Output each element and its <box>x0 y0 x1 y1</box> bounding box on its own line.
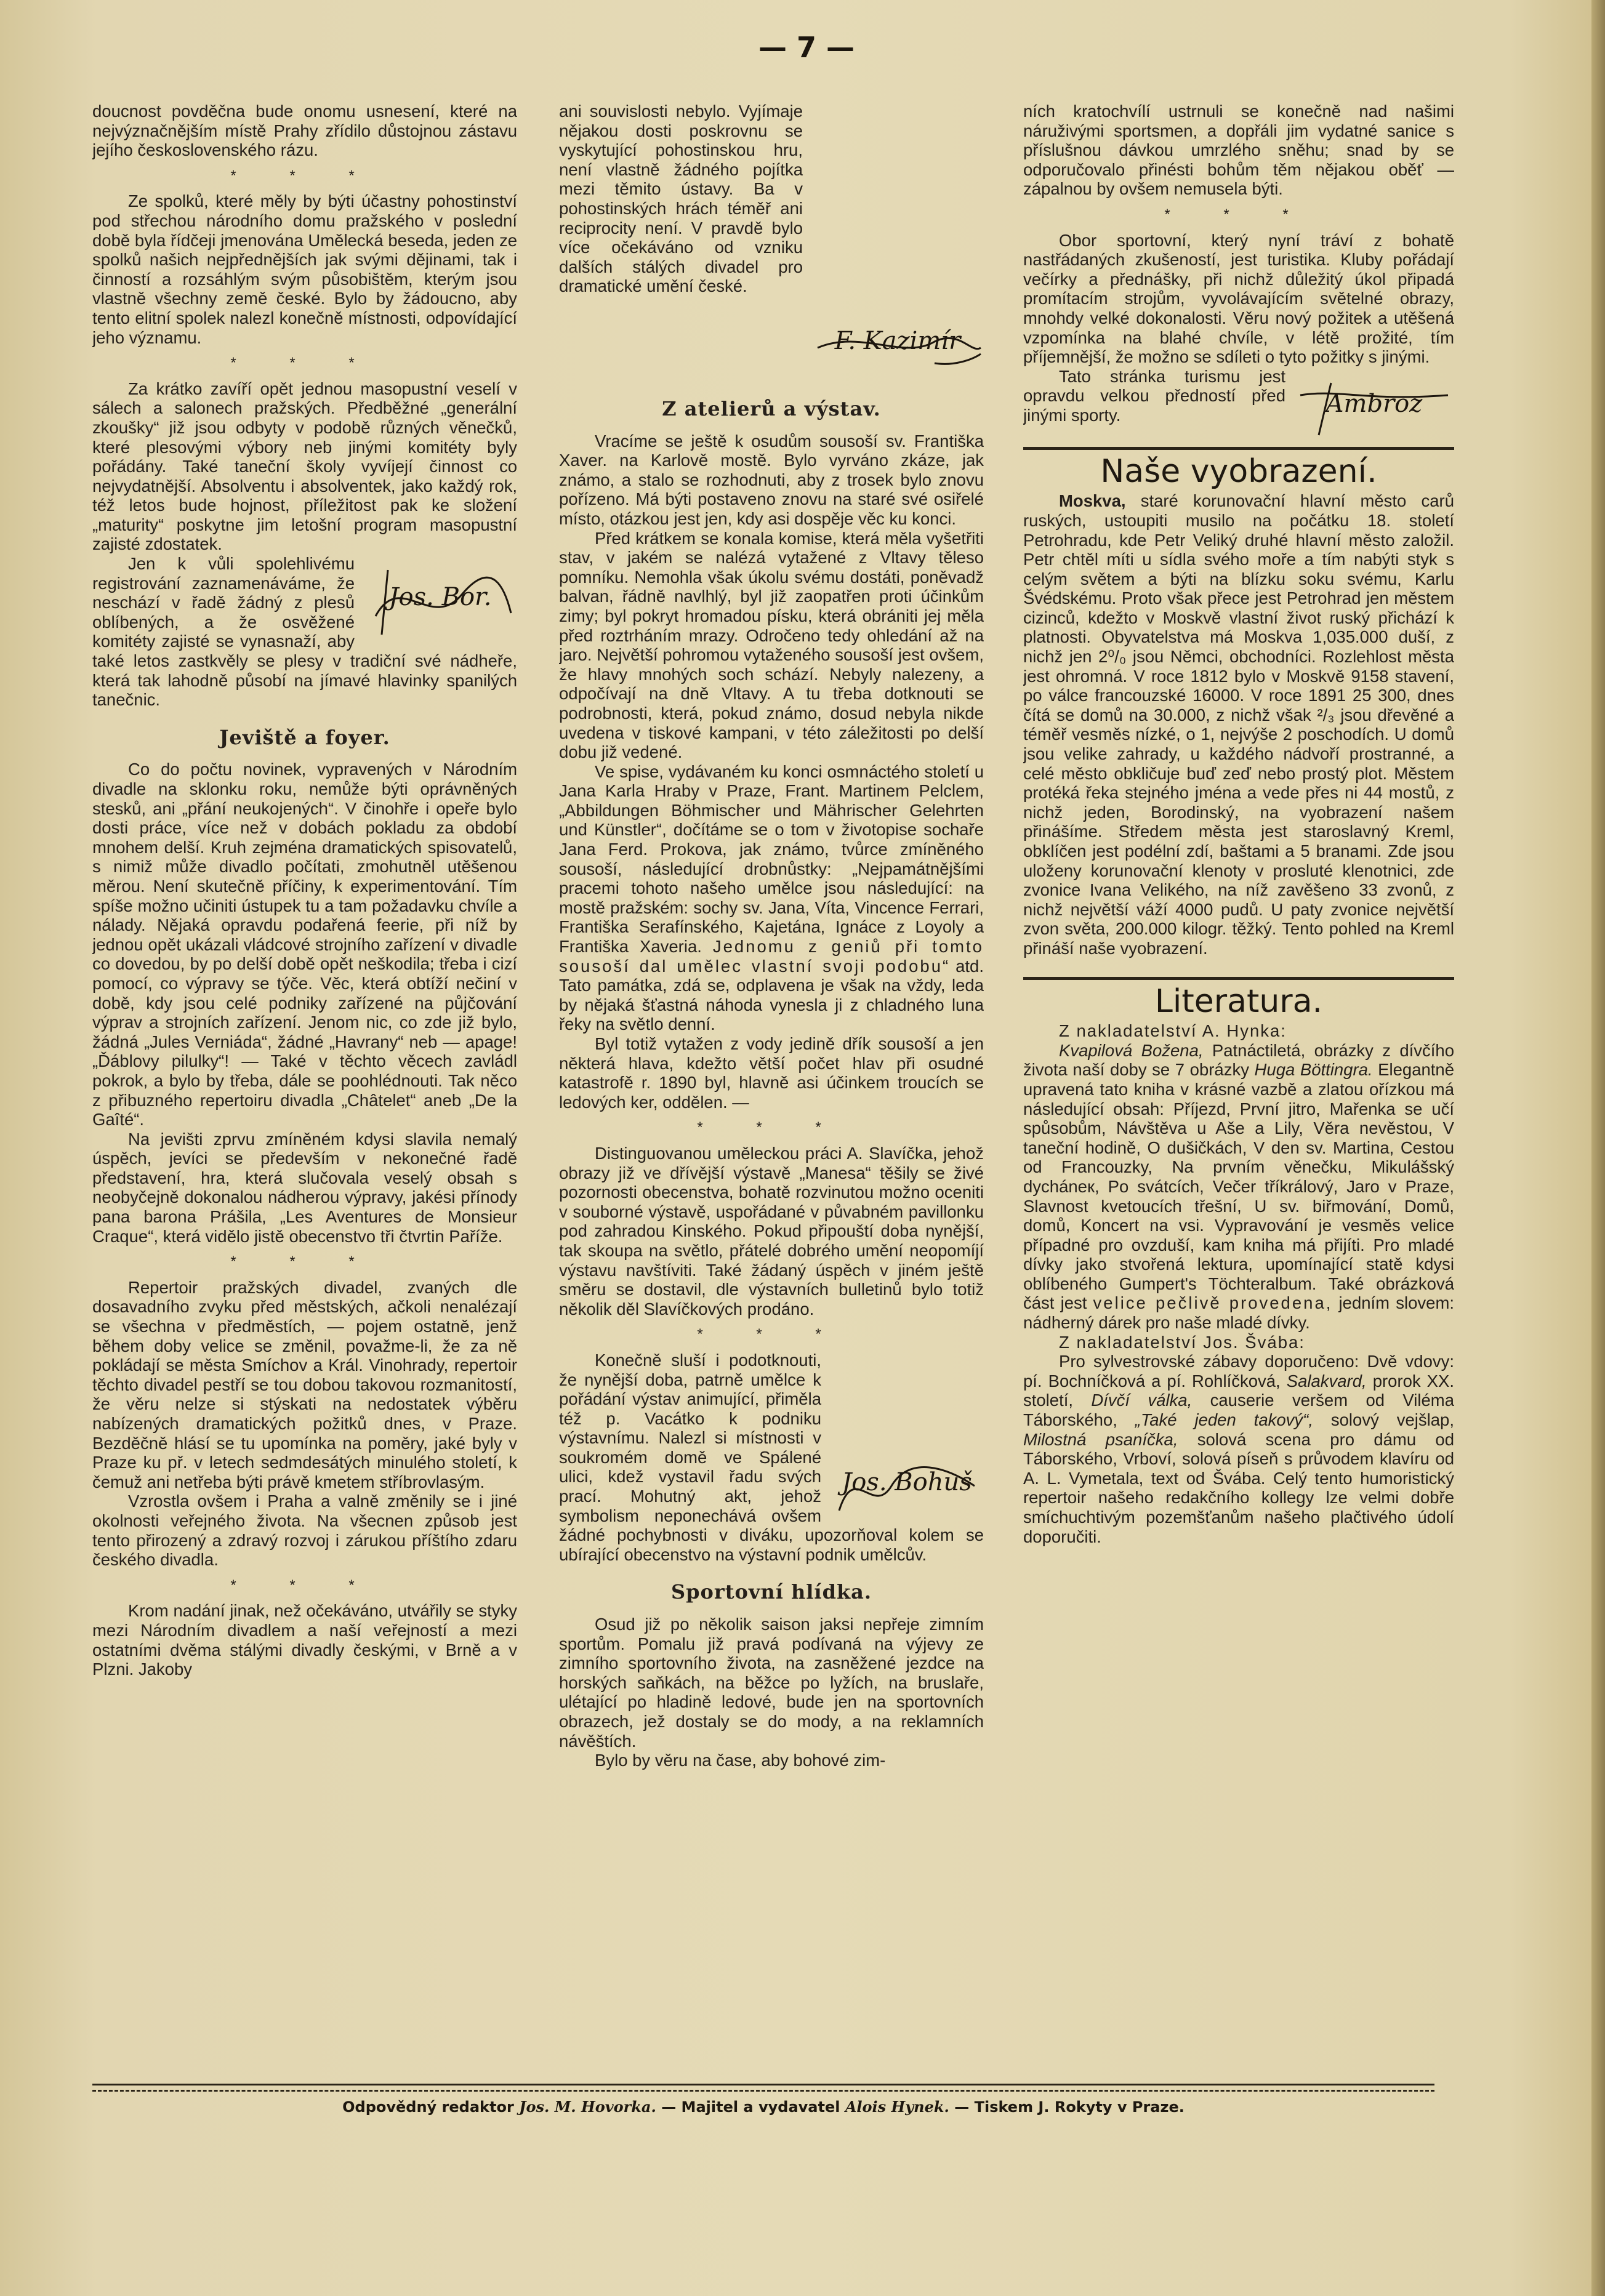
signature <box>1294 371 1454 438</box>
section-heading: Literatura. <box>1154 982 1323 1020</box>
section-separator: * * * <box>230 355 379 372</box>
footer-rule <box>92 2084 1434 2085</box>
section-heading: Sportovní hlídka. <box>671 1580 872 1604</box>
paragraph: Distinguovanou uměleckou práci A. Slavíčka, jehož obrazy již ve dřívější výstavě „Manesa“ těšily se živé pozornosti obecenstva, bohatě rozvinutou možno oceniti v souborné výstavě, uspořádané v půvabném pavillonku pod zahradou Kinského. Pokud připouští doba nynější, tak skoupa na světlo, přátelé dobrého umění neopomíjí výstavu navštíviti. Také žádaný úspěch v jiném ještě směru se dostavil, dle výstavních bulletinů bylo totiž několik děl Slavíčkových prodáno. <box>559 1143 984 1319</box>
text-run: staré korunovační hlavní město carů ruských, ustoupiti musilo na počátku 18. století Petrohradu, kde Petr Veliký druhé hlavní město založil. Petr chtěl míti u sídla svého moře a tím nabýti styk s celým světem a býti na blízku soku svému, Karlu Švédskému. Proto však přece jest Petrohrad jen městem cizinců, kdežto v Moskvě vlastní život ruský přichází k platnosti. Obyvatelstva má Moskva 1,035.000 duší, z nichž jen 2⁰/₀ jsou Němci, obchodníci. Rozlehlost města jest ohromná. V roce 1812 bylo v Moskvě 9158 stavení, po válce francouzské 16000. V roce 1891 25 300, dnes čítá se domů na 30.000, z nichž však ²/₃ jsou dřevěné a téměř vesměs nízké, o 1, nejvýše 2 poschodích. U domů jsou velike zahrady, u každého nádvoří prostranné, a celé město obkličuje buď zeď nebo prostý plot. Městem protéká řeka stejného jména a vede přes ni 44 mostů, z nichž jeden, Borodinský, na vyobrazení našem přinášíme. Středem města jest staroslavný Kreml, obklíčen jest podélní zdí, baštami a 5 branami. Zde jsou uloženy korunovační klenoty v prosluté klenotnici, zde zvonice Ivana Velikého, na níž zavěšeno 33 zvonů, z nichž největší váží 4000 pudů. U paty zvonice největší zvon světa, 200.000 kilogr. těžký. Tento pohled na Kreml přináší naše vyobrazení. <box>1023 491 1454 958</box>
section-separator: * * * <box>1164 206 1313 223</box>
footer-editor-name: Jos. M. Hovorka. <box>519 2098 656 2116</box>
paragraph <box>1023 491 1454 958</box>
section-separator: * * * <box>230 1576 379 1594</box>
paragraph-with-signature <box>559 1351 984 1565</box>
paragraph: Tato stránka turismu jest opravdu velkou předností před jinými sporty. <box>1023 366 1285 425</box>
page-number: — 7 — <box>758 31 855 64</box>
paragraph: Co do počtu novinek, vypravených v Národním divadle na sklonku roku, nemůže býti oprávněných stesků, ani „přání neukojených“. V činohře i opeře bylo dosti práce, více než v dobách pokladu za období mnohem delší. Kruh zejména dramatických spisovatelů, s nimiž může divadlo počítati, zmohutněl utěšenou měrou. Není skutečně příčiny, k experimentování. Tím spíše možno učiniti ústupek tu a tam požadavku chvíle a nálady. Nějaká opravdu podařená feerie, při níž by jednou opět ukázali vládcové strojního zařízení v divadle co dovedou, by po delší době opět neškodila; třeba i cizí pomocí, co výpravy se týče. Věc, která obtíží nečiní v době, kdy jsou celé podniky zařízené na půjčování výprav a strojních zařízení. Jenom nic, co zde již bylo, žádná „Jules Verniáda“, žádné „Havrany“ neb — apage! „Ďáblovy pilulky“! — Také v těchto věcech zavládl pokrok, a bylo by třeba, dále se poohlédnouti. Tak něco z přibuzného repertoiru divadla „Châtelet“ aneb „De la Gaîté“. <box>92 760 517 1130</box>
footer-publisher-label: — Majitel a vydavatel <box>661 2098 840 2116</box>
section-separator: * * * <box>230 167 379 184</box>
italic-text: Kvapilová Božena, <box>1059 1040 1204 1060</box>
column-3 <box>1023 102 1454 2034</box>
italic-text: Huga Böttingra. <box>1254 1060 1373 1080</box>
imprint-footer <box>92 2098 1434 2116</box>
paragraph: Krom nadání jinak, než očekáváno, utvářily se styky mezi Národním divadlem a naší veřejností a mezi ostatními dvěma stálými divadly českými, v Brně a v Plzni. Jakoby <box>92 1601 517 1679</box>
section-separator: * * * <box>697 1326 846 1343</box>
binding-edge <box>1591 0 1605 2296</box>
paragraph-with-signature <box>559 102 984 381</box>
bold-lead-word: Moskva, <box>1059 491 1126 511</box>
column-2 <box>559 102 984 2034</box>
paragraph: Za krátko zavíří opět jednou masopustní veselí v sálech a salonech pražských. Předběžné „generální zkoušky“ již jsou odbyty v podobě různých věnečků, které plesovými výbory neb jinými komitéty byly pořádány. Také taneční školy vyvíjejí činnost co nejvydatnější. Absolventu i absolventek, jako každý rok, též letos bude hojnost, příležitost pak ke složení „maturity“ poskytne jim letošní program masopustní zajisté zdostatek. <box>92 379 517 554</box>
section-rule <box>1023 977 1454 980</box>
publisher-line: Z nakladatelství A. Hynka: <box>1059 1021 1287 1041</box>
text-run: atd. Tato památka, zdá se, odplavena je však na vždy, leda by nějaká šťastná náhoda vynesla ji z chladného luna řeky na světlo denní. <box>559 956 984 1034</box>
paragraph <box>1023 1352 1454 1546</box>
paragraph-with-signature <box>1023 367 1454 441</box>
section-heading: Jeviště a foyer. <box>219 725 390 749</box>
paragraph: Na jevišti zprvu zmíněném kdysi slavila nemalý úspěch, jevíci se především v nekonečné řadě představení, hra, která slučovala veselý obsah s neobyčejně dokonalou nádherou výpravy, jakési přínody pana barona Prášila, „Les Aventures de Monsieur Craque“, která vidělo jistě obecenstvo tři čtvrtin Paříže. <box>92 1129 517 1246</box>
text-run: Ve spise, vydávaném ku konci osmnáctého století u Jana Karla Hraby v Praze, Frant. Martinem Pelclem, „Abbildungen Böhmischer und Mährischer Gelehrten und Künstler“, dočítáme se o tom v životopise sochaře Jana Ferd. Prokova, jak známo, tvůrce zmíněného sousoší, následující drobnůstky: „Nejpamátnějšími pracemi tohoto našeho umělce jsou následující: na mostě pražském: sochy sv. Jana, Víta, Vincence Ferrari, Františka Serafínského, Kajetána, Ignáce z Loyoly a Františka Xaveria. <box>559 761 984 957</box>
section-heading: Z atelierů a výstav. <box>662 397 881 420</box>
paragraph: Jen k vůli spolehlivému registrování zaznamenáváme, že neschází v řadě žádný z plesů oblíbených, a že osvěžené komitéty zajisté se vynasnaží, aby také letos zastkvěly se plesy v tradiční své nádheře, která tak lahodně působí na jímavé hlavinky spanilých tanečnic. <box>92 554 517 710</box>
italic-text: Salakvard, <box>1286 1371 1367 1391</box>
text-run: prorok XX. století, <box>1023 1371 1454 1410</box>
paragraph: Obor sportovní, který nyní tráví z bohatě nastřádaných zkušeností, jest turistika. Kluby pořádají večírky a přednášky, při nichž důležitý úkol připadá promítacím strojům, vyvolávajícím světelné obrazy, mnohdy velké dokonalosti. Věru nový požitek a utěšená vzpomínka na blahé chvíle, v létě prožité, tím příjemnější, že možno se sdíleti o tyto požitky s jinými. <box>1023 230 1454 367</box>
text-run: Pro sylvestrovské zábavy doporučeno: Dvě vdovy: pí. Bochníčková a pí. Rohlíčková, <box>1023 1352 1454 1391</box>
paragraph: Bylo by věru na čase, aby bohové zim- <box>595 1751 886 1770</box>
footer-printer: — Tiskem J. Rokyty v Praze. <box>954 2098 1185 2116</box>
italic-text: „Také jeden takový“, <box>1135 1410 1313 1430</box>
paragraph: Konečně sluší i podotknouti, že nynější doba, patrně umělce k pořádání výstav animující, přiměla též p. Vacátko k podniku výstavnímu. Nalezl si místnosti v soukromém domě ve Spálené ulici, kdež vystavil řadu svých prací. Mohutný akt, jehož symbolism neponechává ovšem žádné pochybnosti v diváku, upozorňoval kolem se ubírající obecenstvo na výstavní podnik umělcův. <box>559 1350 984 1564</box>
publisher-line: Z nakladatelství Jos. Švába: <box>1059 1332 1305 1352</box>
paragraph-with-signature <box>92 554 517 710</box>
signature <box>830 1443 984 1523</box>
signature-text: Jos. Bohuš <box>842 1468 972 1497</box>
paragraph <box>1023 1041 1454 1333</box>
signature-text: Ambroz <box>1325 389 1423 418</box>
text-run: solová scena pro dámu od Táborského, Vrboví, solová píseň s průvodem klavíru od A. L. Vymetala, text od Švába. Celý tento humoristický repertoir našeho redakčního kollegy lze velmi dobře smíchuchtivým pozemšťanům našeho plačtivého údolí doporučiti. <box>1023 1429 1454 1546</box>
text-run: Elegantně upravená tato kniha v krásné vazbě a zlatou ořízkou má následující obsah: Příjezd, První jitro, Mařenka se učí spůsobům, Návštěva u Aše a Lily, Věra nevěstou, V taneční hodině, O dušičkách, V den sv. Martina, Cestou od Francouzky, Na prvním věnečku, Mikulášský dycháneк, Po svátcích, Večer tříkrálový, Jaro v Praze, Slavnost kvetoucích třešní, U sv. biřmování, Domů, domů, Koncert na vsi. Vypravování je vesměs velice případné pro ovzduší, kam kniha má přijíti. Pro mladé dívky jako stvořená lektura, upomínající statě kdysi oblíbeného Gumpert's Töchteralbum. Také obrázková část jest <box>1023 1060 1454 1313</box>
text-run: causerie veršem od Viléma Táborského, <box>1023 1391 1454 1430</box>
paragraph: Ve spise, vydávaném ku konci osmnáctého století u Jana Karla Hraby v Praze, Frant. Martinem Pelclem, „Abbildungen Böhmischer und Mährischer Gelehrten und Künstler“, dočítáme se o tom v životopise sochaře Jana Ferd. Prokova, jak známo, tvůrce zmíněného sousoší, následující drobnůstky: „Nejpamátnějšími pracemi tohoto našeho umělce jsou následující: na mostě pražském: sochy sv. Jana, Víta, Vincence Ferrari, Františka Serafínského, Kajetána, Ignáce z Loyoly a Františka Xaveria. Jednomu z geniů při tomto sousoší dal umělec vlastní svoji podobu“ atd. Tato památka, zdá se, odplavena je však na vždy, leda by nějaká šťastná náhoda vynesla ji z chladného luna řeky na světlo denní. <box>559 761 984 1034</box>
signature-text: F. Kazimír <box>834 327 961 356</box>
signature <box>363 558 517 638</box>
paragraph: Vracíme se ještě k osudům sousoší sv. Františka Xaver. na Karlově mostě. Bylo vyrváno zkáze, jak známo, a stalo se rozhodnuti, aby z trosek bylo znovu pořízeno. Má býti postaveno znovu na staré své osiřelé místo, otázkou jest jen, kdy asi dospěje věc ku konci. <box>559 431 984 528</box>
signature <box>811 305 984 379</box>
paragraph: Vzrostla ovšem i Praha a valně změnily se i jiné okolnosti veřejného života. Na všecnen způsob jest tento přirozený a zdravý rozvoj i zárukou příštího zdaru českého divadla. <box>92 1491 517 1570</box>
text-run: jedním slovem: nádherný dárek pro naše mladé dívky. <box>1023 1293 1454 1333</box>
section-heading: Naše vyobrazení. <box>1100 452 1377 490</box>
paragraph: Repertoir pražských divadel, zvaných dle dosavadního zvyku před městských, ačkoli nenalézají se všechna v předměstích, — pojem ostatně, jenž během doby velice se změnil, považme-li, že za ně pokládají se města Smíchov a Král. Vinohrady, repertoir těchto divadel pestří se tou dobou takovou rozmanitostí, že věru nelze si stýskati na nedostatek výběru nabízených dramatických požitků dnes, v Praze. Bezděčně hlásí se tu upomínka na poměry, jaké byly v Praze ku př. v letech sedmdesátých minulého století, k čemuž ani netřeba býti právě kmetem stříbrovlasým. <box>92 1277 517 1491</box>
paragraph: doucnost povděčna bude onomu usnesení, které na nejvýznačnějším místě Prahy zřídilo důstojnou zástavu jejího československého rázu. <box>92 102 517 160</box>
section-separator: * * * <box>697 1119 846 1136</box>
paragraph: ani souvislosti nebylo. Vyjímaje nějakou dosti poskrovnu se vyskytující pohostinskou hru, není vlastně žádného pojítka mezi těmito ústavy. Ba v pohostinských hrách téměř ani reciprocity není. V pravdě bylo více očekáváno od vzniku dalších stálých divadel pro dramatické umění české. <box>559 102 803 296</box>
footer-rule <box>92 2090 1434 2092</box>
emphasized-text: Jednomu z geniů při tomto sousoší dal umělec vlastní svoji podobu <box>559 937 984 976</box>
column-1 <box>92 102 517 2034</box>
text-run: solový vejšlap, <box>1330 1410 1454 1430</box>
text-run: Patnáctiletá, obrázky z dívčího života naší doby se 7 obrázky <box>1023 1040 1454 1080</box>
footer-publisher-name: Alois Hynek. <box>845 2098 949 2116</box>
italic-text: Dívčí válka, <box>1091 1391 1193 1410</box>
signature-text: Jos. Bor. <box>388 583 492 612</box>
paragraph: Byl totiž vytažen z vody jedině dřík sousoší a jen některá hlava, kdežto větší počet hlav při osudné katastrofě r. 1890 byl, hlavně asi účinkem troucích se ledových ker, oddělen. — <box>559 1034 984 1112</box>
paragraph: Ze spolků, které měly by býti účastny pohostinství pod střechou národního domu pražského v poslední době byla řídčeji jmenována Umělecká beseda, jeden ze spolků našich nejpřednějších jak svými dějinami, tak i činností a rozsáhlým svým působištěm, kterým jsou vlastně všechny země české. Bylo by žádoucno, aby tento elitní spolek nalezl konečně místnosti, odpovídající jeho významu. <box>92 191 517 347</box>
paragraph: Osud již po několik saison jaksi nepřeje zimním sportům. Pomalu již pravá podívaná na výjevy ze zimního sportovního života, na zasněžené jezdce na horských saňkách, na běžce po lyžích, na bruslaře, ulétající po hladině ledové, bude jen na sportovních obrazech, jež dostaly se do mody, a na reklamních návěštích. <box>559 1615 984 1751</box>
footer-editor-label: Odpovědný redaktor <box>342 2098 514 2116</box>
emphasized-text: velice pečlivě provedena, <box>1093 1293 1333 1313</box>
paragraph: ních kratochvílí ustrnuli se konečně nad našimi náruživými sportsmen, a dopřáli jim vydatné sanice s příslušnou dávkou umrzlého sněhu; snad by se odporučovalo přinésti bohům těm nějakou oběť — zápalnou by ovšem nemusela býti. <box>1023 102 1454 199</box>
section-rule <box>1023 447 1454 450</box>
section-separator: * * * <box>230 1253 379 1270</box>
paragraph: Před krátkem se konala komise, která měla vyšetřiti stav, v jakém se nalézá vytažené z Vltavy těleso pomníku. Nemohla však úkolu svému dostáti, poněvadž balvan, řádně navlhlý, byl již zaopatřen proti účinkům zimy; byl pokryt hromadou písku, která obrániti jej měla před roztrháním mrazy. Odročeno tedy ohledání až na jaro. Největší pohromou vytaženého sousoší jest ovšem, že hlavy mnohých soch schází. Nebyly nalezeny, a odpočívají na dně Vltavy. A tu třeba dotknouti se podrobnosti, která, pokud známo, dosud nebyla nikde uvedena v tiskové kampani, v této záležitosti po delší dobu již vedené. <box>559 528 984 762</box>
italic-text: Milostná psaníčka, <box>1023 1429 1178 1449</box>
